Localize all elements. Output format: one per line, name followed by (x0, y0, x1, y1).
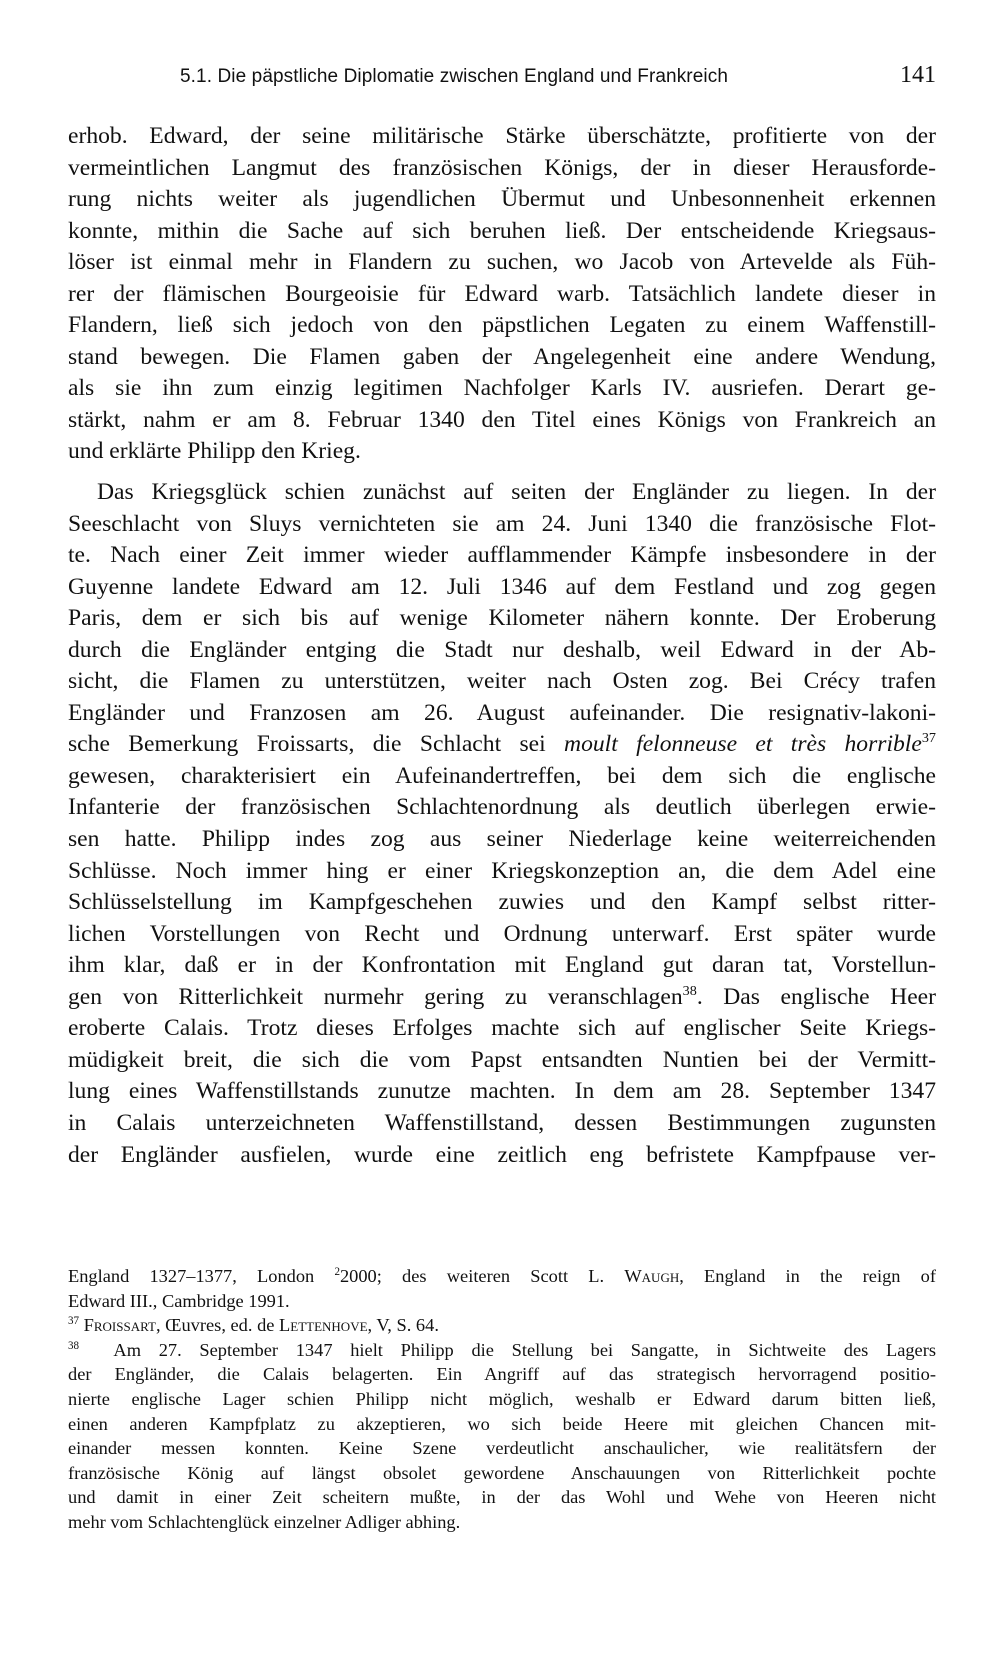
body-line: stand bewegen. Die Flamen gaben der Angelegenheit eine andere Wendung, (68, 343, 936, 370)
editor-name: Lettenhove (279, 1315, 368, 1336)
body-line: gewesen, charakterisiert ein Aufeinandertreffen, bei dem sich die englische (68, 762, 936, 789)
body-line: konnte, mithin die Sache auf sich beruhen ließ. Der entscheidende Kriegsaus- (68, 217, 936, 244)
footnotes (68, 1264, 936, 1535)
footnote-number: 38 (68, 1339, 80, 1352)
body-text (68, 121, 936, 1171)
footnote-continuation-line: Edward III., Cambridge 1991. (68, 1290, 290, 1311)
body-line: Das Kriegsglück schien zunächst auf seiten der Engländer zu liegen. In der (97, 479, 936, 506)
body-line: löser ist einmal mehr in Flandern zu suchen, wo Jacob von Artevelde als Füh- (68, 249, 936, 276)
body-line: sen hatte. Philipp indes zog aus seiner Niederlage keine weiterreichenden (68, 826, 936, 853)
body-line: ihm klar, daß er in der Konfrontation mit England gut daran tat, Vorstellun- (68, 952, 936, 979)
body-line-with-quote (68, 729, 936, 761)
body-line: als sie ihn zum einzig legitimen Nachfolger Karls IV. ausriefen. Derart ge- (68, 375, 936, 402)
body-line: rung nichts weiter als jugendlichen Übermut und Unbesonnenheit erkennen (68, 186, 936, 213)
edition-superscript: 2 (334, 1265, 340, 1278)
body-line: stärkt, nahm er am 8. Februar 1340 den Titel eines Königs von Frankreich an (68, 406, 936, 433)
footnote-line: nierte englische Lager schien Philipp nicht möglich, weshalb er Edward darum bitten ließ, (68, 1388, 936, 1409)
footnote-ref-37[interactable]: 37 (921, 730, 936, 747)
body-line: durch die Engländer entging die Stadt nur deshalb, weil Edward in der Ab- (68, 636, 936, 663)
body-line: müdigkeit breit, die sich die vom Papst entsandten Nuntien bei der Vermitt- (68, 1046, 936, 1073)
body-line: erhob. Edward, der seine militärische Stärke überschätzte, profitierte von der (68, 123, 936, 149)
page-number: 141 (900, 62, 936, 88)
body-line: lung eines Waffenstillstands zunutze machten. In dem am 28. September 1347 (68, 1078, 936, 1105)
body-line: in Calais unterzeichneten Waffenstillstand, dessen Bestimmungen zugunsten (68, 1109, 936, 1136)
footnote-text: , V, S. 64. (367, 1315, 439, 1336)
body-line: der Engländer ausfielen, wurde eine zeitlich eng befristete Kampfpause ver- (68, 1141, 936, 1168)
body-line: Infanterie der französischen Schlachtenordnung als deutlich überlegen erwie- (68, 794, 936, 821)
footnote-line: einen anderen Kampfplatz zu akzeptieren, wo sich beide Heere mit gleichen Chancen mit- (68, 1413, 936, 1434)
note38-lead-text: gen von Ritterlichkeit nurmehr gering zu veranschlagen (68, 983, 683, 1010)
footnote-text: Am 27. September 1347 hielt Philipp die Stellung bei Sangatte, in Sichtweite des Lagers (113, 1339, 936, 1360)
body-line: te. Nach einer Zeit immer wieder aufflammender Kämpfe insbesondere in der (68, 542, 936, 569)
footnote-text: , Œuvres, ed. de (155, 1315, 280, 1336)
body-line: und erklärte Philipp den Krieg. (68, 438, 361, 465)
body-line: Paris, dem er sich bis auf wenige Kilometer nähern konnte. Der Eroberung (68, 605, 936, 632)
footnote-continuation-line (68, 1264, 936, 1289)
running-title: 5.1. Die päpstliche Diplomatie zwischen England und Frankreich (180, 66, 728, 87)
body-line: Schlüsselstellung im Kampfgeschehen zuwies und den Kampf selbst ritter- (68, 889, 936, 916)
footnote-text: , England in the reign of (679, 1266, 936, 1286)
footnote-line: französische König auf längst obsolet gewordene Anschauungen von Ritterlichkeit pochte (68, 1462, 936, 1483)
footnote-number: 37 (68, 1315, 80, 1328)
footnote-line: einander messen konnten. Keine Szene verdeutlicht anschaulicher, wie realitätsfern der (68, 1438, 936, 1459)
footnote-text: 2000; des weiteren Scott L. (339, 1266, 625, 1286)
body-line: sicht, die Flamen zu unterstützen, weiter nach Osten zog. Bei Crécy trafen (68, 668, 936, 695)
body-line: Guyenne landete Edward am 12. Juli 1346 auf dem Festland und zog gegen (68, 573, 936, 600)
paragraph-gap (68, 468, 936, 477)
body-line: eroberte Calais. Trotz dieses Erfolges machte sich auf englischer Seite Kriegs- (68, 1015, 936, 1042)
body-line: Engländer und Franzosen am 26. August aufeinander. Die resignativ-lakoni- (68, 699, 936, 726)
body-line: lichen Vorstellungen von Recht und Ordnung unterwarf. Erst später wurde (68, 920, 936, 947)
running-head (68, 62, 936, 100)
author-name: Waugh (624, 1266, 680, 1286)
footnote-37 (68, 1313, 936, 1338)
author-name: Froissart (83, 1315, 156, 1336)
body-line: Flandern, ließ sich jedoch von den päpstlichen Legaten zu einem Waffenstill- (68, 312, 936, 339)
body-line: Seeschlacht von Sluys vernichteten sie am 24. Juni 1340 die französische Flot- (68, 510, 936, 537)
footnote-ref-38[interactable]: 38 (682, 982, 697, 999)
footnote-line: der Engländer, die Calais belagerten. Ein Angriff auf das strategisch hervorragend positio- (68, 1364, 936, 1385)
froissart-quote: moult felonneuse et très horrible (564, 731, 922, 758)
footnote-line: und damit in einer Zeit scheitern mußte, in der das Wohl und Wehe von Heeren nicht (68, 1487, 936, 1508)
footnote-text: England 1327–1377, London (68, 1266, 335, 1286)
quote-lead-text: sche Bemerkung Froissarts, die Schlacht sei (68, 731, 565, 758)
body-line: vermeintlichen Langmut des französischen Königs, der in dieser Herausforde- (68, 154, 936, 181)
body-line: rer der flämischen Bourgeoisie für Edward warb. Tatsächlich landete dieser in (68, 280, 936, 307)
body-line: Schlüsse. Noch immer hing er einer Kriegskonzeption an, die dem Adel eine (68, 857, 936, 884)
note38-tail-text: . Das englische Heer (696, 983, 936, 1010)
footnote-line: mehr vom Schlachtenglück einzelner Adliger abhing. (68, 1511, 461, 1532)
footnote-38 (68, 1338, 936, 1363)
body-line-with-note (68, 982, 936, 1014)
